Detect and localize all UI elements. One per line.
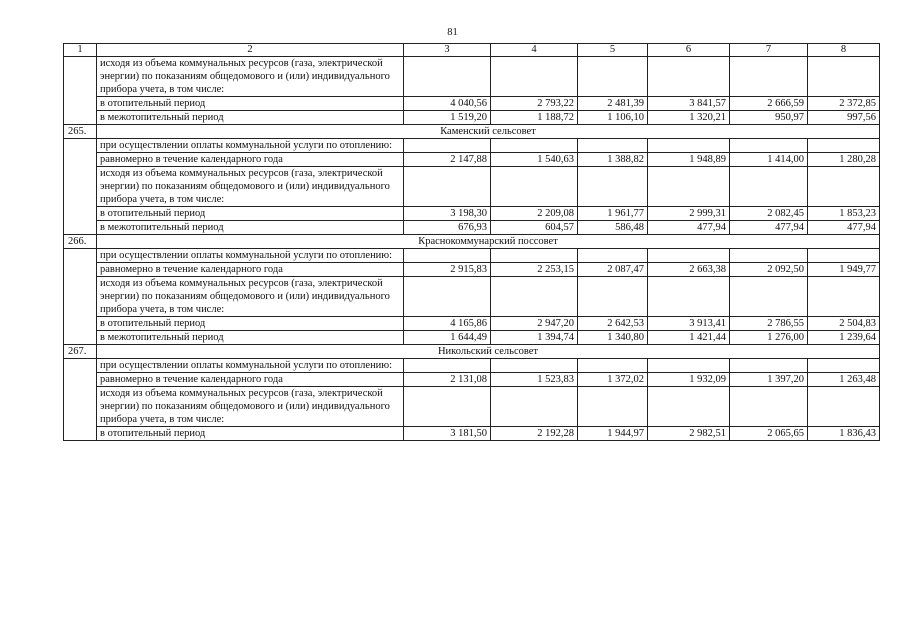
value-cell [578,359,648,373]
column-header: 5 [578,44,648,57]
value-cell [808,139,880,153]
value-cell [808,277,880,317]
value-cell: 1 414,00 [730,153,808,167]
table-row [64,263,880,277]
value-cell: 1 320,21 [648,111,730,125]
row-label: в отопительный период [97,207,404,221]
value-cell: 2 793,22 [491,97,578,111]
value-cell [404,387,491,427]
value-cell [404,359,491,373]
row-label: при осуществлении оплаты коммунальной услуги по отоплению: [97,359,404,373]
value-cell: 1 944,97 [578,427,648,441]
value-cell: 2 131,08 [404,373,491,387]
value-cell [578,387,648,427]
value-cell [648,277,730,317]
row-label: исходя из объема коммунальных ресурсов (газа, электрической энергии) по показаниям общедомового и (или) индивидуального прибора учета, в том числе: [97,277,404,317]
value-cell: 1 932,09 [648,373,730,387]
table-row [64,387,880,427]
value-cell [808,57,880,97]
value-cell: 2 209,08 [491,207,578,221]
value-cell [491,277,578,317]
value-cell [648,167,730,207]
value-cell: 4 040,56 [404,97,491,111]
value-cell: 1 519,20 [404,111,491,125]
value-cell: 1 961,77 [578,207,648,221]
row-label: в отопительный период [97,427,404,441]
section-header-row [64,125,880,139]
value-cell [578,139,648,153]
section-number: 265. [64,125,97,139]
table-row [64,97,880,111]
value-cell: 2 663,38 [648,263,730,277]
value-cell: 1 239,64 [808,331,880,345]
value-cell [808,359,880,373]
value-cell [808,167,880,207]
value-cell: 586,48 [578,221,648,235]
value-cell: 1 540,63 [491,153,578,167]
section-title: Никольский сельсовет [97,345,880,359]
column-header: 8 [808,44,880,57]
row-label: равномерно в течение календарного года [97,263,404,277]
row-label: при осуществлении оплаты коммунальной услуги по отоплению: [97,139,404,153]
value-cell: 477,94 [808,221,880,235]
index-cell [64,249,97,345]
value-cell: 2 147,88 [404,153,491,167]
value-cell: 1 949,77 [808,263,880,277]
value-cell [578,167,648,207]
value-cell: 4 165,86 [404,317,491,331]
value-cell [491,57,578,97]
value-cell: 2 082,45 [730,207,808,221]
value-cell [404,277,491,317]
value-cell: 2 786,55 [730,317,808,331]
row-label: в отопительный период [97,317,404,331]
value-cell: 2 982,51 [648,427,730,441]
value-cell [730,139,808,153]
value-cell: 1 340,80 [578,331,648,345]
value-cell: 2 999,31 [648,207,730,221]
row-label: равномерно в течение календарного года [97,153,404,167]
value-cell [404,57,491,97]
value-cell [730,57,808,97]
table-row [64,277,880,317]
section-header-row [64,235,880,249]
value-cell [491,167,578,207]
row-label: при осуществлении оплаты коммунальной услуги по отоплению: [97,249,404,263]
value-cell [648,139,730,153]
value-cell [404,167,491,207]
value-cell: 2 092,50 [730,263,808,277]
column-header: 2 [97,44,404,57]
section-title: Краснокоммунарский поссовет [97,235,880,249]
value-cell: 1 372,02 [578,373,648,387]
value-cell [404,139,491,153]
value-cell: 2 504,83 [808,317,880,331]
value-cell: 1 397,20 [730,373,808,387]
table-row [64,331,880,345]
value-cell: 1 948,89 [648,153,730,167]
value-cell: 2 372,85 [808,97,880,111]
row-label: исходя из объема коммунальных ресурсов (газа, электрической энергии) по показаниям общедомового и (или) индивидуального прибора учета, в том числе: [97,57,404,97]
value-cell [730,249,808,263]
value-cell: 1 853,23 [808,207,880,221]
value-cell [730,167,808,207]
value-cell [491,387,578,427]
column-header: 3 [404,44,491,57]
value-cell: 477,94 [648,221,730,235]
table-row [64,207,880,221]
column-header: 6 [648,44,730,57]
table-row [64,317,880,331]
value-cell: 2 087,47 [578,263,648,277]
value-cell: 997,56 [808,111,880,125]
value-cell: 2 192,28 [491,427,578,441]
tariff-table [63,43,880,441]
table-header-row [64,44,880,57]
table-row [64,153,880,167]
section-number: 267. [64,345,97,359]
row-label: исходя из объема коммунальных ресурсов (газа, электрической энергии) по показаниям общедомового и (или) индивидуального прибора учета, в том числе: [97,167,404,207]
section-number: 266. [64,235,97,249]
value-cell [578,249,648,263]
value-cell [648,57,730,97]
value-cell [491,249,578,263]
value-cell: 676,93 [404,221,491,235]
value-cell: 1 421,44 [648,331,730,345]
value-cell [808,387,880,427]
value-cell: 3 181,50 [404,427,491,441]
value-cell: 1 523,83 [491,373,578,387]
column-header: 4 [491,44,578,57]
value-cell [404,249,491,263]
value-cell: 1 388,82 [578,153,648,167]
value-cell: 3 198,30 [404,207,491,221]
value-cell [730,387,808,427]
value-cell: 2 642,53 [578,317,648,331]
value-cell: 1 276,00 [730,331,808,345]
value-cell: 477,94 [730,221,808,235]
value-cell: 2 666,59 [730,97,808,111]
column-header: 1 [64,44,97,57]
value-cell [578,277,648,317]
value-cell [648,387,730,427]
section-header-row [64,345,880,359]
row-label: в отопительный период [97,97,404,111]
table-row [64,427,880,441]
table-row [64,57,880,97]
value-cell [648,249,730,263]
value-cell: 2 481,39 [578,97,648,111]
value-cell [491,359,578,373]
value-cell: 2 065,65 [730,427,808,441]
row-label: в межотопительный период [97,331,404,345]
value-cell [648,359,730,373]
table-row [64,221,880,235]
index-cell [64,57,97,125]
value-cell: 1 836,43 [808,427,880,441]
table-row [64,359,880,373]
value-cell: 1 106,10 [578,111,648,125]
table-row [64,373,880,387]
value-cell: 3 841,57 [648,97,730,111]
value-cell [578,57,648,97]
value-cell: 1 280,28 [808,153,880,167]
value-cell: 2 947,20 [491,317,578,331]
value-cell: 1 188,72 [491,111,578,125]
row-label: исходя из объема коммунальных ресурсов (газа, электрической энергии) по показаниям общедомового и (или) индивидуального прибора учета, в том числе: [97,387,404,427]
value-cell: 3 913,41 [648,317,730,331]
value-cell: 950,97 [730,111,808,125]
table-row [64,111,880,125]
table-row [64,249,880,263]
section-title: Каменский сельсовет [97,125,880,139]
value-cell: 1 394,74 [491,331,578,345]
row-label: равномерно в течение календарного года [97,373,404,387]
index-cell [64,359,97,441]
value-cell [808,249,880,263]
value-cell [491,139,578,153]
page-number: 81 [447,27,458,38]
value-cell: 1 263,48 [808,373,880,387]
value-cell: 1 644,49 [404,331,491,345]
value-cell [730,359,808,373]
table-row [64,139,880,153]
row-label: в межотопительный период [97,111,404,125]
index-cell [64,139,97,235]
row-label: в межотопительный период [97,221,404,235]
value-cell: 2 253,15 [491,263,578,277]
value-cell [730,277,808,317]
table-row [64,167,880,207]
column-header: 7 [730,44,808,57]
value-cell: 2 915,83 [404,263,491,277]
value-cell: 604,57 [491,221,578,235]
